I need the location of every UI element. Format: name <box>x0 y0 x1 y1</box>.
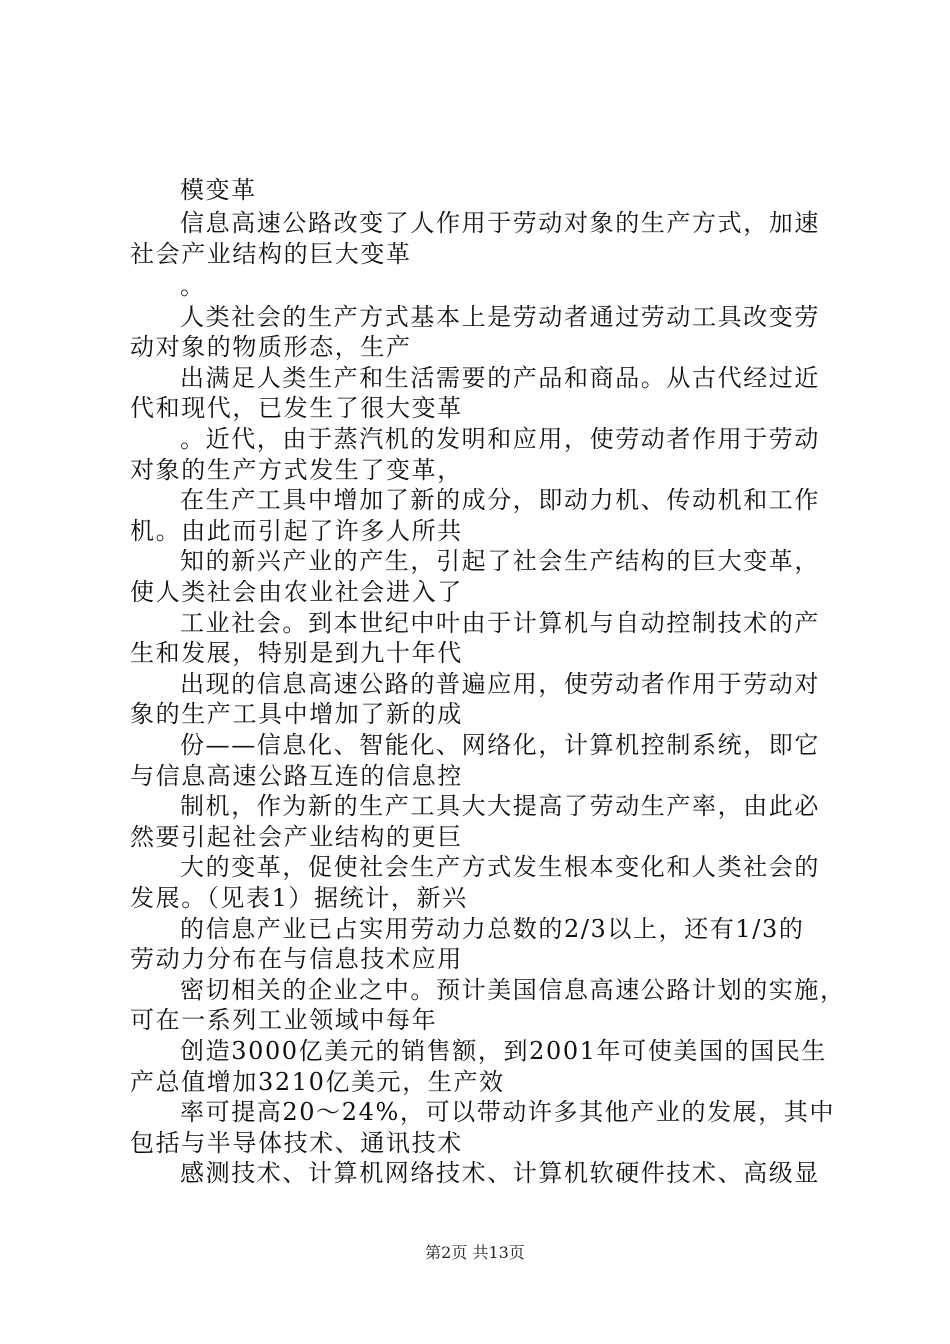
text-line: 然要引起社会产业结构的更巨 <box>130 823 463 851</box>
text-line: 可在一系列工业领域中每年 <box>130 1006 438 1034</box>
text-line: 出满足人类生产和生活需要的产品和商品。从古代经过近 <box>180 364 820 392</box>
text-line: 代和现代，已发生了很大变革 <box>130 394 463 422</box>
text-line: 发展。（见表1）据统计，新兴 <box>130 884 468 912</box>
text-line: 对象的生产方式发生了变革， <box>130 456 463 484</box>
text-line: 的信息产业已占实用劳动力总数的2/3以上，还有1/3的 <box>180 915 805 943</box>
text-line: 知的新兴产业的产生，引起了社会生产结构的巨大变革， <box>180 547 820 575</box>
text-line: 机。由此而引起了许多人所共 <box>130 517 463 545</box>
text-line: 信息高速公路改变了人作用于劳动对象的生产方式，加速 <box>180 209 820 237</box>
text-line: 生和发展，特别是到九十年代 <box>130 639 463 667</box>
text-line: 社会产业结构的巨大变革 <box>130 240 412 268</box>
text-line: 劳动力分布在与信息技术应用 <box>130 945 463 973</box>
text-line: 在生产工具中增加了新的成分，即动力机、传动机和工作 <box>180 486 820 514</box>
text-line: 包括与半导体技术、通讯技术 <box>130 1129 463 1157</box>
text-line: 密切相关的企业之中。预计美国信息高速公路计划的实施， <box>180 976 846 1004</box>
text-line: 感测技术、计算机网络技术、计算机软硬件技术、高级显 <box>180 1159 820 1187</box>
text-line: 。近代，由于蒸汽机的发明和应用，使劳动者作用于劳动 <box>180 425 820 453</box>
text-line: 产总值增加3210亿美元，生产效 <box>130 1068 505 1096</box>
page-number-footer: 第2页 共13页 <box>425 1243 525 1262</box>
text-line: 出现的信息高速公路的普遍应用，使劳动者作用于劳动对 <box>180 670 820 698</box>
text-line: 。 <box>180 272 206 300</box>
text-line: 与信息高速公路互连的信息控 <box>130 762 463 790</box>
text-line: 模变革 <box>180 176 257 204</box>
text-line: 动对象的物质形态，生产 <box>130 333 412 361</box>
text-line: 率可提高20～24%，可以带动许多其他产业的发展，其中 <box>180 1098 836 1126</box>
text-line: 象的生产工具中增加了新的成 <box>130 700 463 728</box>
text-line: 工业社会。到本世纪中叶由于计算机与自动控制技术的产 <box>180 609 820 637</box>
text-line: 制机，作为新的生产工具大大提高了劳动生产率，由此必 <box>180 792 820 820</box>
text-line: 使人类社会由农业社会进入了 <box>130 578 463 606</box>
text-line: 人类社会的生产方式基本上是劳动者通过劳动工具改变劳 <box>180 303 820 331</box>
text-line: 份——信息化、智能化、网络化，计算机控制系统，即它 <box>180 731 820 759</box>
text-line: 创造3000亿美元的销售额，到2001年可使美国的国民生 <box>180 1037 827 1065</box>
text-line: 大的变革，促使社会生产方式发生根本变化和人类社会的 <box>180 853 820 881</box>
